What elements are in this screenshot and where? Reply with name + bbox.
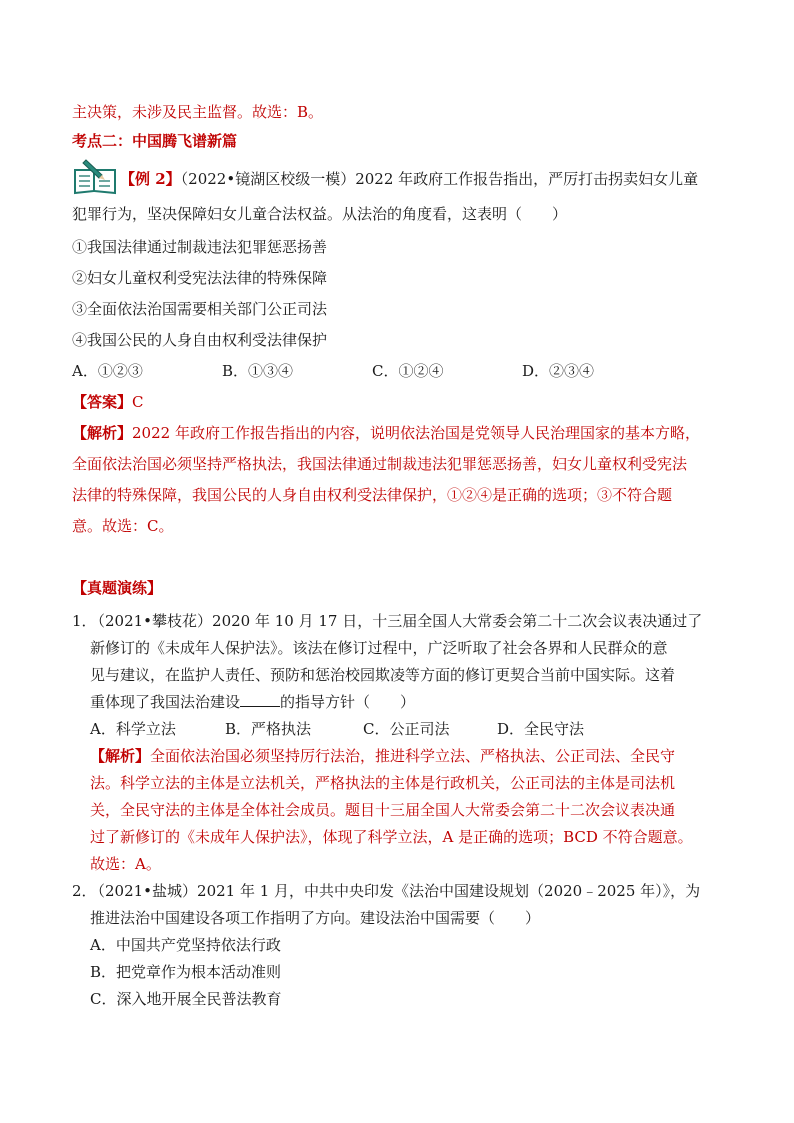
q2-line-2: 推进法治中国建设各项工作指明了方向。建设法治中国需要（ ）	[90, 909, 541, 927]
previous-answer-tail: 主决策，未涉及民主监督。故选：B。	[72, 103, 324, 121]
example-tag: 【例 2】	[120, 170, 181, 188]
q1-option-a: A．科学立法	[90, 720, 176, 738]
section-heading: 考点二：中国腾飞谱新篇	[72, 132, 238, 150]
example-option-b: B．①③④	[222, 362, 294, 380]
q1-line-4	[90, 692, 415, 712]
q2-line-1: （2021•盐城）2021 年 1 月，中共中央印发《法治中国建设规划（2020﹣2025 年）》，为	[90, 882, 701, 900]
q1-line-1: （2021•攀枝花）2020 年 10 月 17 日，十三届全国人大常委会第二十二次会议表决通过了	[90, 612, 703, 630]
example-analysis-line-2: 全面依法治国必须坚持严格执法，我国法律通过制裁违法犯罪惩恶扬善，妇女儿童权利受宪法	[72, 455, 688, 473]
practice-heading: 【真题演练】	[72, 579, 163, 597]
q1-option-c: C．公正司法	[363, 720, 450, 738]
analysis-text: 2022 年政府工作报告指出的内容，说明依法治国是党领导人民治理国家的基本方略，	[132, 424, 700, 442]
answer-value: C	[132, 393, 144, 411]
q1-line-2: 新修订的《未成年人保护法》。该法在修订过程中，广泛听取了社会各界和人民群众的意	[90, 639, 668, 657]
open-book-pencil-icon	[72, 158, 118, 196]
q1-line-4-before: 重体现了我国法治建设	[90, 693, 241, 711]
q1-option-b: B．严格执法	[225, 720, 312, 738]
q1-answer-blank	[240, 692, 280, 707]
q2-option-c: C．深入地开展全民普法教育	[90, 990, 282, 1008]
q2-option-b: B．把党章作为根本活动准则	[90, 963, 282, 981]
q2-option-a: A．中国共产党坚持依法行政	[90, 936, 281, 954]
example-statement-4: ④我国公民的人身自由权利受法律保护	[72, 331, 328, 349]
q1-analysis-line-3: 关，全民守法的主体是全体社会成员。题目十三届全国人大常委会第二十二次会议表决通	[90, 801, 676, 819]
analysis-label: 【解析】	[72, 424, 133, 442]
q1-analysis-line-5: 故选：A。	[90, 855, 161, 873]
example-statement-1: ①我国法律通过制裁违法犯罪惩恶扬善	[72, 238, 328, 256]
example-option-d: D．②③④	[522, 362, 595, 380]
q1-number: 1．	[72, 612, 97, 630]
example-stem-line-2: 犯罪行为，坚决保障妇女儿童合法权益。从法治的角度看，这表明（ ）	[72, 205, 568, 223]
q1-analysis-line-1	[90, 746, 675, 766]
example-stem-line-1	[120, 169, 698, 189]
example-analysis-line-1	[72, 423, 700, 443]
example-analysis-line-4: 意。故选：C。	[72, 517, 174, 535]
q1-analysis-line-4: 过了新修订的《未成年人保护法》，体现了科学立法，A 是正确的选项；BCD 不符合题意。	[90, 828, 693, 846]
q1-analysis-line-2: 法。科学立法的主体是立法机关，严格执法的主体是行政机关，公正司法的主体是司法机	[90, 774, 676, 792]
q2-number: 2．	[72, 882, 97, 900]
answer-label: 【答案】	[72, 393, 133, 411]
example-option-a: A．①②③	[72, 362, 143, 380]
example-statement-3: ③全面依法治国需要相关部门公正司法	[72, 300, 328, 318]
example-stem-text: （2022•镜湖区校级一模）2022 年政府工作报告指出，严厉打击拐卖妇女儿童	[180, 170, 699, 188]
q1-option-d: D．全民守法	[497, 720, 585, 738]
q1-line-4-after: 的指导方针（ ）	[280, 693, 416, 711]
example-answer	[72, 392, 144, 412]
example-statement-2: ②妇女儿童权利受宪法法律的特殊保障	[72, 269, 328, 287]
example-analysis-line-3: 法律的特殊保障，我国公民的人身自由权利受法律保护，①②④是正确的选项；③不符合题	[72, 486, 673, 504]
q1-analysis-text: 全面依法治国必须坚持厉行法治，推进科学立法、严格执法、公正司法、全民守	[150, 747, 676, 765]
q1-line-3: 见与建议，在监护人责任、预防和惩治校园欺凌等方面的修订更契合当前中国实际。这着	[90, 666, 676, 684]
q1-analysis-label: 【解析】	[90, 747, 151, 765]
example-option-c: C．①②④	[372, 362, 444, 380]
